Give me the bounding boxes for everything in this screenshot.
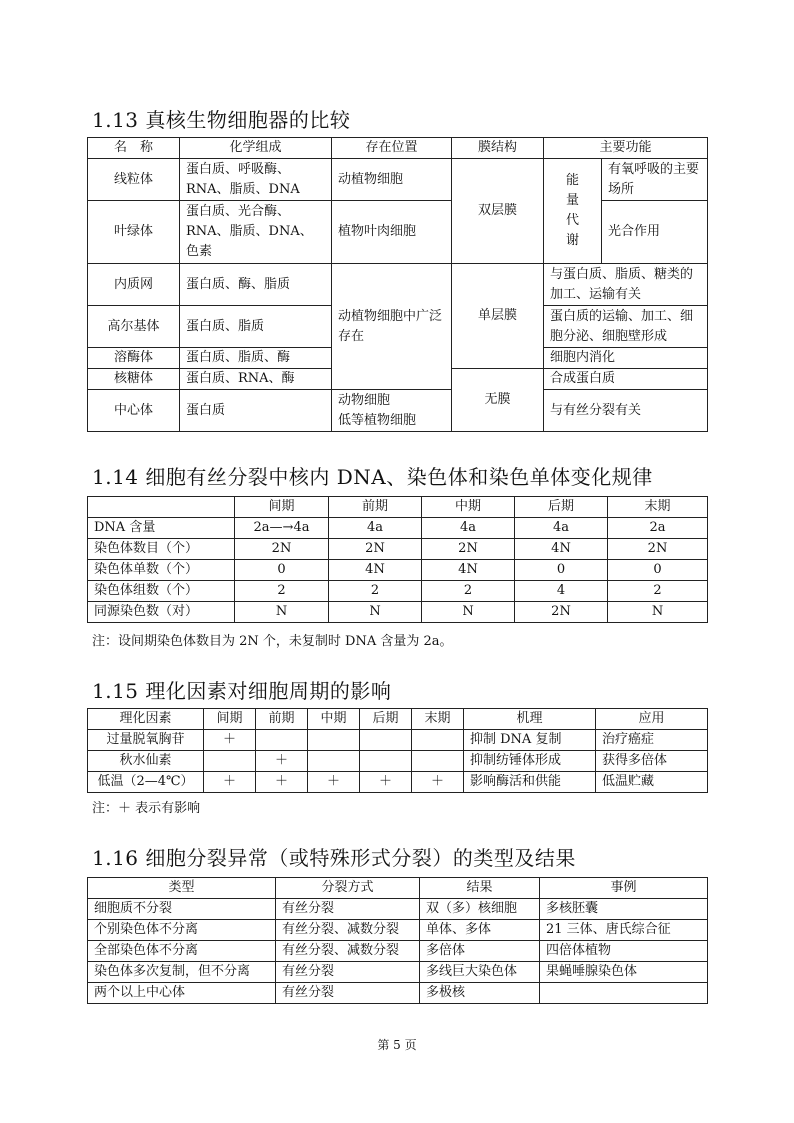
table-row <box>88 730 708 751</box>
table-cell: N <box>329 602 422 623</box>
division-abnormality-table <box>87 877 708 1004</box>
table-cell: 多极核 <box>420 983 540 1004</box>
table-cell: 影响酶活和供能 <box>464 772 596 793</box>
table-cell: 2a—→4a <box>235 518 329 539</box>
organelle-function: 合成蛋白质 <box>544 369 708 390</box>
organelle-name: 溶酶体 <box>88 348 180 369</box>
table-cell: 染色体单数（个） <box>88 560 235 581</box>
table-cell: DNA 含量 <box>88 518 235 539</box>
table-cell: 2 <box>608 581 708 602</box>
header-cell: 前期 <box>329 497 422 518</box>
table-cell: 有丝分裂、减数分裂 <box>276 941 420 962</box>
table-cell: 染色体组数（个） <box>88 581 235 602</box>
membrane-single: 单层膜 <box>452 264 544 369</box>
table-cell: 有丝分裂 <box>276 899 420 920</box>
table-header-row <box>88 709 708 730</box>
section-title-1-15: 1.15 理化因素对细胞周期的影响 <box>92 679 392 703</box>
table-row <box>88 772 708 793</box>
table-cell: 抑制 DNA 复制 <box>464 730 596 751</box>
organelle-name: 叶绿体 <box>88 201 180 264</box>
table-cell: 获得多倍体 <box>596 751 708 772</box>
energy-char: 代 <box>565 213 579 228</box>
table-cell: 4N <box>329 560 422 581</box>
section-title-1-14: 1.14 细胞有丝分裂中核内 DNA、染色体和染色单体变化规律 <box>92 465 653 489</box>
table-cell: 秋水仙素 <box>88 751 204 772</box>
table-cell: 2 <box>422 581 515 602</box>
table-cell: 果蝇唾腺染色体 <box>540 962 708 983</box>
table-row <box>88 581 708 602</box>
table-cell <box>308 730 360 751</box>
table-cell: 多倍体 <box>420 941 540 962</box>
organelle-composition: 蛋白质、RNA、酶 <box>180 369 332 390</box>
organelle-name: 中心体 <box>88 390 180 432</box>
table-cell: 细胞质不分裂 <box>88 899 276 920</box>
table-row <box>88 539 708 560</box>
header-cell: 存在位置 <box>332 138 452 159</box>
table-row <box>88 983 708 1004</box>
membrane-double: 双层膜 <box>452 159 544 264</box>
table-cell: 2a <box>608 518 708 539</box>
energy-char: 量 <box>565 193 579 208</box>
cell-cycle-factor-table <box>87 708 708 793</box>
table-cell: ＋ <box>308 772 360 793</box>
table-cell: 4a <box>422 518 515 539</box>
organelle-function: 与蛋白质、脂质、糖类的加工、运输有关 <box>544 264 708 306</box>
energy-char: 谢 <box>565 233 579 248</box>
table-row <box>88 390 708 432</box>
table-row <box>88 962 708 983</box>
table-cell: 2N <box>235 539 329 560</box>
organelle-location: 动物细胞 低等植物细胞 <box>332 390 452 432</box>
table-cell <box>308 751 360 772</box>
table-cell: ＋ <box>412 772 464 793</box>
table-cell <box>360 751 412 772</box>
table-cell: 两个以上中心体 <box>88 983 276 1004</box>
table-cell: 多核胚囊 <box>540 899 708 920</box>
organelle-name: 高尔基体 <box>88 306 180 348</box>
table-cell: 低温贮藏 <box>596 772 708 793</box>
table-cell: N <box>422 602 515 623</box>
organelle-table <box>87 137 708 432</box>
organelle-function: 光合作用 <box>602 201 708 264</box>
table-cell: 2N <box>608 539 708 560</box>
table-cell: 0 <box>608 560 708 581</box>
factor-note: 注：＋ 表示有影响 <box>92 801 201 816</box>
table-cell: 过量脱氧胸苷 <box>88 730 204 751</box>
table-header-row <box>88 878 708 899</box>
organelle-composition: 蛋白质、酶、脂质 <box>180 264 332 306</box>
table-header-row <box>88 497 708 518</box>
organelle-function: 与有丝分裂有关 <box>544 390 708 432</box>
header-cell: 结果 <box>420 878 540 899</box>
organelle-composition: 蛋白质、呼吸酶、RNA、脂质、DNA <box>180 159 332 201</box>
table-row <box>88 602 708 623</box>
table-cell: 2N <box>515 602 608 623</box>
section-title-1-13: 1.13 真核生物细胞器的比较 <box>92 108 351 132</box>
header-cell: 分裂方式 <box>276 878 420 899</box>
table-cell: 2 <box>235 581 329 602</box>
table-row <box>88 159 708 201</box>
header-cell: 前期 <box>256 709 308 730</box>
table-cell: ＋ <box>360 772 412 793</box>
table-cell: 2N <box>422 539 515 560</box>
table-cell: 低温（2—4℃） <box>88 772 204 793</box>
table-cell: 双（多）核细胞 <box>420 899 540 920</box>
table-cell: 0 <box>235 560 329 581</box>
table-cell <box>412 751 464 772</box>
organelle-name: 核糖体 <box>88 369 180 390</box>
table-cell: N <box>235 602 329 623</box>
table-cell: 抑制纺锤体形成 <box>464 751 596 772</box>
table-cell: 个别染色体不分离 <box>88 920 276 941</box>
table-cell: 4a <box>515 518 608 539</box>
table-cell: 有丝分裂 <box>276 983 420 1004</box>
table-row <box>88 518 708 539</box>
organelle-function: 细胞内消化 <box>544 348 708 369</box>
table-cell: 2 <box>329 581 422 602</box>
table-cell: ＋ <box>204 772 256 793</box>
table-cell: 0 <box>515 560 608 581</box>
table-cell <box>412 730 464 751</box>
header-cell: 主要功能 <box>544 138 708 159</box>
table-cell: 有丝分裂、减数分裂 <box>276 920 420 941</box>
table-cell: 4N <box>515 539 608 560</box>
table-cell: 2N <box>329 539 422 560</box>
table-cell <box>204 751 256 772</box>
mitosis-note: 注：设间期染色体数目为 2N 个，未复制时 DNA 含量为 2a。 <box>92 634 453 649</box>
table-cell: ＋ <box>256 772 308 793</box>
organelle-composition: 蛋白质、光合酶、RNA、脂质、DNA、色素 <box>180 201 332 264</box>
header-cell: 末期 <box>608 497 708 518</box>
table-cell: 有丝分裂 <box>276 962 420 983</box>
table-row <box>88 201 708 264</box>
header-cell: 类型 <box>88 878 276 899</box>
table-cell: 4N <box>422 560 515 581</box>
header-cell: 理化因素 <box>88 709 204 730</box>
header-cell: 中期 <box>308 709 360 730</box>
header-cell: 后期 <box>515 497 608 518</box>
table-row <box>88 264 708 306</box>
table-cell: 21 三体、唐氏综合征 <box>540 920 708 941</box>
header-cell: 机理 <box>464 709 596 730</box>
table-row <box>88 899 708 920</box>
table-cell: 单体、多体 <box>420 920 540 941</box>
table-row <box>88 941 708 962</box>
page-number: 第 5 页 <box>377 1038 417 1052</box>
organelle-location: 动植物细胞 <box>332 159 452 201</box>
organelle-composition: 蛋白质、脂质、酶 <box>180 348 332 369</box>
section-title-1-16: 1.16 细胞分裂异常（或特殊形式分裂）的类型及结果 <box>92 846 576 870</box>
header-cell: 事例 <box>540 878 708 899</box>
mitosis-table <box>87 496 708 623</box>
energy-char: 能 <box>565 173 579 188</box>
table-cell: ＋ <box>256 751 308 772</box>
table-cell <box>256 730 308 751</box>
table-cell: 全部染色体不分离 <box>88 941 276 962</box>
organelle-composition: 蛋白质、脂质 <box>180 306 332 348</box>
table-cell: 四倍体植物 <box>540 941 708 962</box>
header-cell: 化学组成 <box>180 138 332 159</box>
organelle-composition: 蛋白质 <box>180 390 332 432</box>
table-cell: 多线巨大染色体 <box>420 962 540 983</box>
organelle-location: 植物叶肉细胞 <box>332 201 452 264</box>
organelle-function: 有氧呼吸的主要场所 <box>602 159 708 201</box>
organelle-name: 内质网 <box>88 264 180 306</box>
header-cell <box>88 497 235 518</box>
header-cell: 末期 <box>412 709 464 730</box>
table-row <box>88 920 708 941</box>
header-cell: 中期 <box>422 497 515 518</box>
table-cell: 同源染色数（对） <box>88 602 235 623</box>
energy-label <box>544 159 602 264</box>
organelle-name: 线粒体 <box>88 159 180 201</box>
table-cell: 4 <box>515 581 608 602</box>
header-cell: 膜结构 <box>452 138 544 159</box>
header-cell: 间期 <box>204 709 256 730</box>
table-cell: 治疗癌症 <box>596 730 708 751</box>
table-cell: 染色体数目（个） <box>88 539 235 560</box>
header-cell: 名 称 <box>88 138 180 159</box>
table-cell <box>360 730 412 751</box>
header-cell: 间期 <box>235 497 329 518</box>
table-cell: 染色体多次复制，但不分离 <box>88 962 276 983</box>
header-cell: 后期 <box>360 709 412 730</box>
membrane-none: 无膜 <box>452 369 544 432</box>
table-cell: ＋ <box>204 730 256 751</box>
table-row <box>88 560 708 581</box>
table-cell <box>540 983 708 1004</box>
table-cell: 4a <box>329 518 422 539</box>
header-cell: 应用 <box>596 709 708 730</box>
organelle-function: 蛋白质的运输、加工、细胞分泌、细胞壁形成 <box>544 306 708 348</box>
table-row <box>88 751 708 772</box>
location-shared: 动植物细胞中广泛存在 <box>332 264 452 390</box>
table-header-row <box>88 138 708 159</box>
table-cell: N <box>608 602 708 623</box>
